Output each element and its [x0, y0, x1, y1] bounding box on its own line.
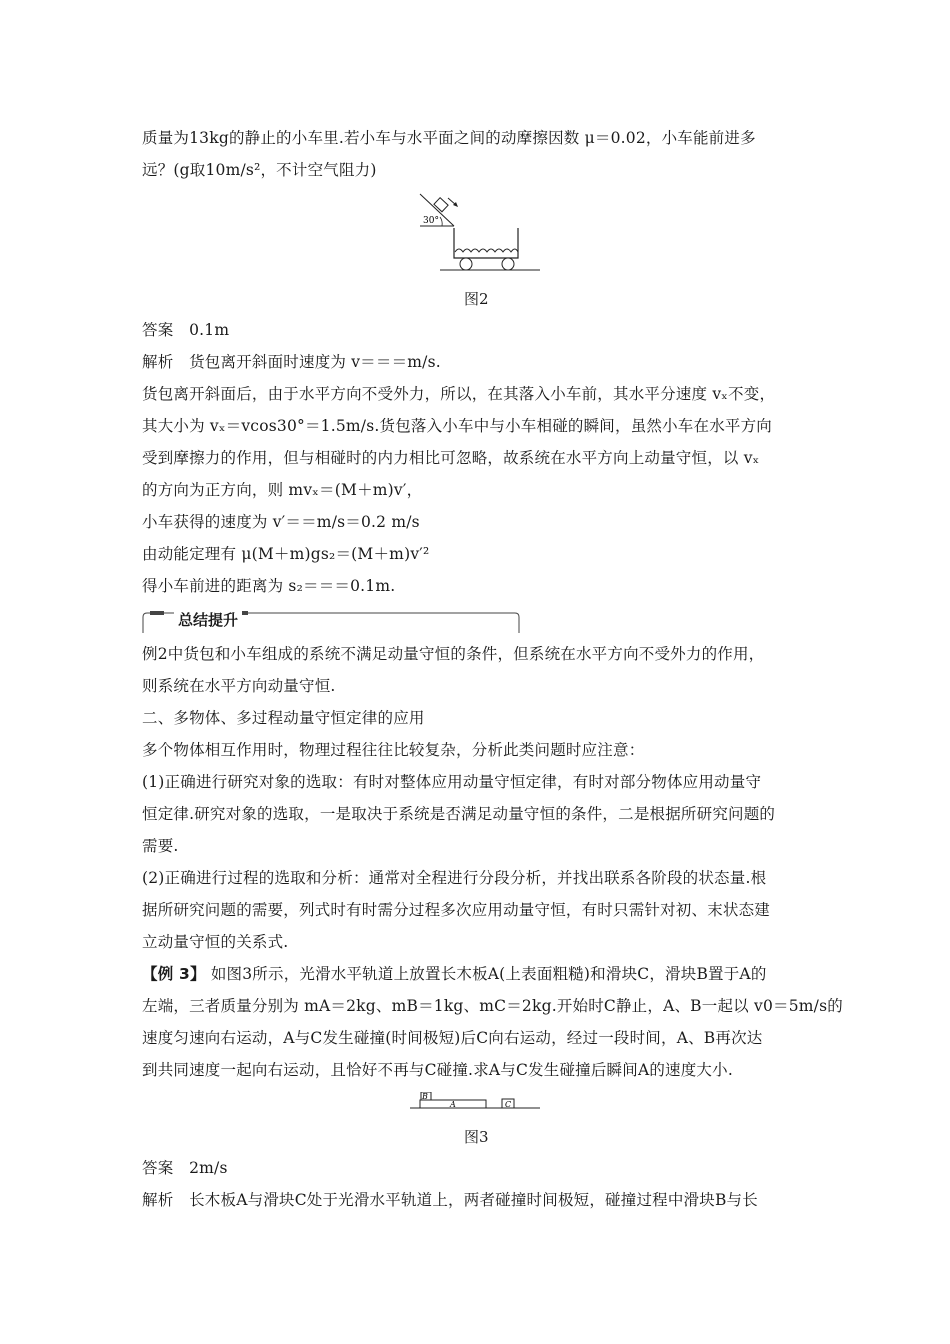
figure-3-caption: 图3: [464, 1128, 489, 1146]
text-line: 恒定律.研究对象的选取，一是取决于系统是否满足动量守恒的条件，二是根据所研究问题的: [142, 805, 776, 823]
answer-line: 答案 0.1m: [142, 321, 230, 339]
board-a-label: A: [450, 1100, 456, 1109]
text-line: 的方向为正方向，则 mvₓ＝(M＋m)v′，: [142, 481, 423, 499]
text-line: 受到摩擦力的作用，但与相碰时的内力相比可忽略，故系统在水平方向上动量守恒，以 vₓ: [142, 449, 760, 467]
example-text: 如图3所示，光滑水平轨道上放置长木板A(上表面粗糙)和滑块C，滑块B置于A的: [210, 965, 767, 983]
text-line: 立动量守恒的关系式.: [142, 933, 289, 951]
text-line: 货包离开斜面后，由于水平方向不受外力，所以，在其落入小车前，其水平分速度 vₓ不变，: [142, 385, 776, 403]
section-heading: 二、多物体、多过程动量守恒定律的应用: [142, 709, 425, 727]
text-line: 由动能定理有 μ(M＋m)gs₂＝(M＋m)v′²: [142, 545, 430, 563]
text-line: 据所研究问题的需要，列式时有时需分过程多次应用动量守恒，有时只需针对初、末状态建: [142, 901, 771, 919]
text-line: (1)正确进行研究对象的选取：有时对整体应用动量守恒定律，有时对部分物体应用动量守: [142, 773, 762, 791]
text-line: 速度匀速向右运动，A与C发生碰撞(时间极短)后C向右运动，经过一段时间，A、B再次达: [142, 1029, 763, 1047]
text-line: 需要.: [142, 837, 179, 855]
analysis-line: 解析 长木板A与滑块C处于光滑水平轨道上，两者碰撞时间极短，碰撞过程中滑块B与长: [142, 1191, 758, 1209]
text-line: 小车获得的速度为 v′＝＝m/s＝0.2 m/s: [142, 513, 420, 531]
answer-line: 答案 2m/s: [142, 1159, 228, 1177]
text-line: 则系统在水平方向动量守恒.: [142, 677, 336, 695]
text-line: 到共同速度一起向右运动，且恰好不再与C碰撞.求A与C发生碰撞后瞬间A的速度大小.: [142, 1061, 733, 1079]
text-line: 得小车前进的距离为 s₂＝＝＝0.1m.: [142, 577, 396, 595]
text-line: 例2中货包和小车组成的系统不满足动量守恒的条件，但系统在水平方向不受外力的作用，: [142, 645, 765, 663]
summary-title: 总结提升: [174, 609, 242, 630]
figure-2-diagram: [418, 192, 543, 274]
analysis-line: 解析 货包离开斜面时速度为 v＝＝＝m/s.: [142, 353, 441, 371]
text-line: (2)正确进行过程的选取和分析：通常对全程进行分段分析，并找出联系各阶段的状态量.根: [142, 869, 767, 887]
figure-3-diagram: [410, 1092, 540, 1112]
example-3-line: [142, 964, 767, 984]
angle-label: 30°: [423, 216, 439, 226]
figure-2-caption: 图2: [464, 290, 489, 308]
text-line: 左端，三者质量分别为 mA＝2kg、mB＝1kg、mC＝2kg.开始时C静止，A、B一起以 v0＝5m/s的: [142, 997, 843, 1015]
text-line: 其大小为 vₓ＝vcos30°＝1.5m/s.货包落入小车中与小车相碰的瞬间，虽然小车在水平方向: [142, 417, 773, 435]
example-tag: 【例 3】: [142, 965, 206, 983]
text-line: 多个物体相互作用时，物理过程往往比较复杂，分析此类问题时应注意：: [142, 741, 645, 759]
block-b-label: B: [422, 1092, 428, 1101]
text-line: 远？(g取10m/s²，不计空气阻力): [142, 161, 377, 179]
text-line: 质量为13kg的静止的小车里.若小车与水平面之间的动摩擦因数 μ＝0.02，小车能前进多: [142, 129, 756, 147]
block-c-label: C: [505, 1100, 512, 1109]
